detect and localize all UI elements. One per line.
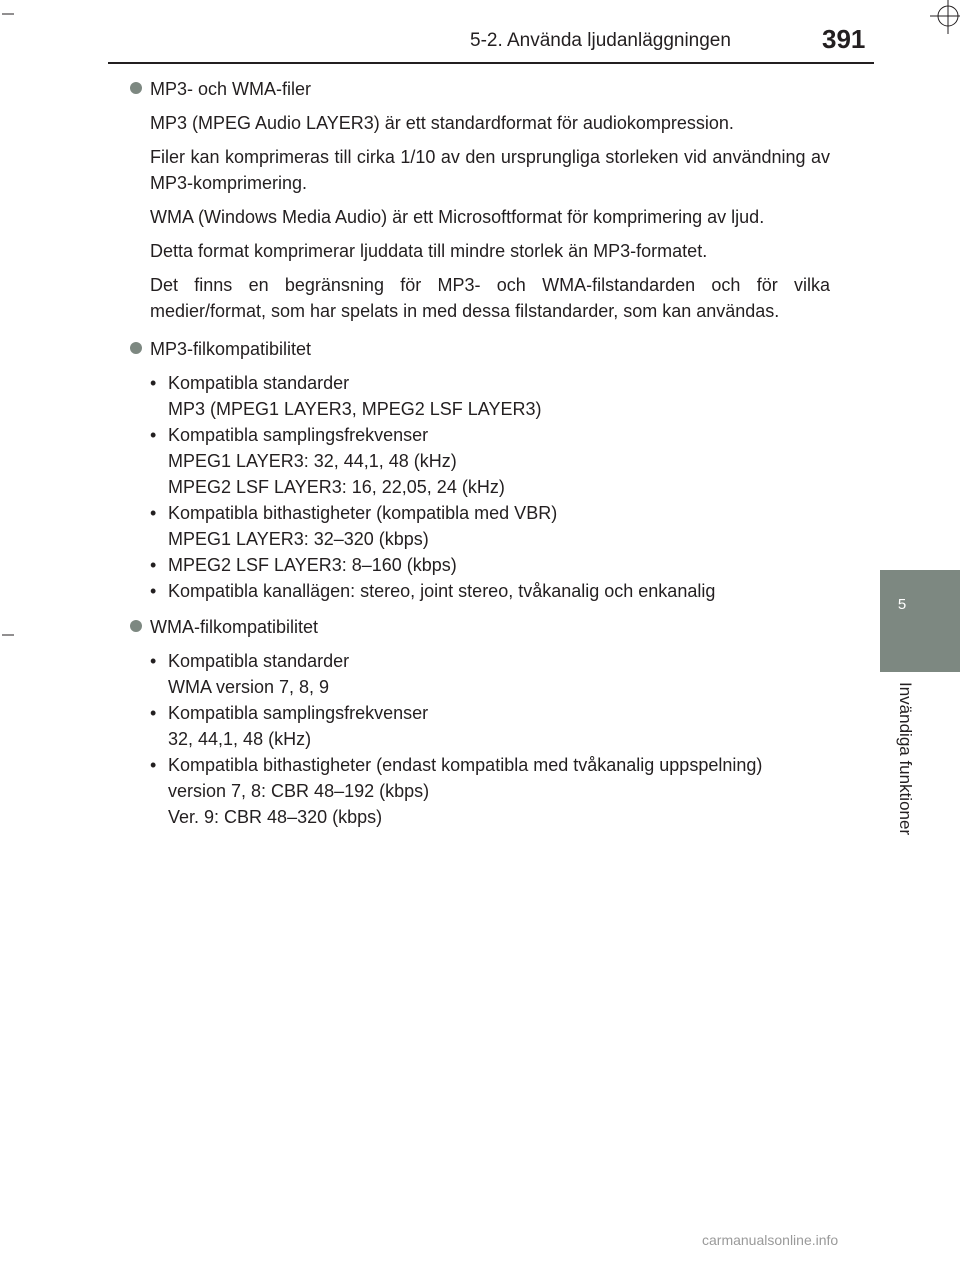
paragraph: Filer kan komprimeras till cirka 1/10 av den ursprungliga storleken vid användning av MP3-komprimering.	[150, 147, 830, 193]
chapter-label: Invändiga funktioner	[896, 682, 915, 836]
section-heading-wma-compat: WMA-filkompatibilitet	[130, 614, 830, 640]
list-item-label: • Kompatibla bithastigheter (kompatibla med VBR)	[168, 503, 558, 523]
list-item	[150, 500, 830, 552]
wma-compat-list	[150, 648, 830, 830]
list-item-detail: Ver. 9: CBR 48–320 (kbps)	[168, 807, 383, 827]
page-content	[130, 76, 830, 830]
list-item	[150, 370, 830, 422]
paragraph: MP3 (MPEG Audio LAYER3) är ett standardformat för audiokompression.	[150, 113, 734, 133]
list-item	[150, 752, 830, 830]
watermark-logo: carmanualsonline.info	[702, 1232, 839, 1248]
section-heading-mp3-compat: MP3-filkompatibilitet	[130, 336, 830, 362]
chapter-tab	[880, 570, 960, 672]
list-item	[150, 648, 830, 700]
mp3-compat-list	[150, 370, 830, 604]
list-item-label: • Kompatibla bithastigheter (endast kompatibla med tvåkanalig uppspelning)	[168, 755, 763, 775]
list-item-detail: MPEG1 LAYER3: 32–320 (kbps)	[168, 529, 429, 549]
list-item-label: • MPEG2 LSF LAYER3: 8–160 (kbps)	[168, 555, 457, 575]
list-item-detail: MPEG2 LSF LAYER3: 16, 22,05, 24 (kHz)	[168, 477, 505, 497]
list-item	[150, 552, 830, 578]
list-item	[150, 422, 830, 500]
paragraph: WMA (Windows Media Audio) är ett Microsoftformat för komprimering av ljud.	[150, 207, 765, 227]
chapter-number: 5	[897, 596, 907, 613]
list-item	[150, 578, 830, 604]
paragraph: Detta format komprimerar ljuddata till mindre storlek än MP3-formatet.	[150, 241, 708, 261]
running-header: 5-2. Använda ljudanläggningen	[470, 30, 731, 51]
list-item-label: • Kompatibla samplingsfrekvenser	[168, 703, 429, 723]
list-item-detail: MPEG1 LAYER3: 32, 44,1, 48 (kHz)	[168, 451, 457, 471]
list-item-label: • Kompatibla standarder	[168, 651, 350, 671]
list-item-label: • Kompatibla kanallägen: stereo, joint stereo, tvåkanalig och enkanalig	[168, 581, 716, 601]
header-rule	[108, 62, 874, 64]
list-item-label: • Kompatibla samplingsfrekvenser	[168, 425, 429, 445]
list-item	[150, 700, 830, 752]
section-heading-mp3-wma: MP3- och WMA-filer	[130, 76, 830, 102]
paragraph: Det finns en begränsning för MP3- och WMA-filstandarden och för vilka medier/format, som har spelats in med dessa filstandarder, som kan användas.	[150, 275, 830, 321]
list-item-label: • Kompatibla standarder	[168, 373, 350, 393]
list-item-detail: 32, 44,1, 48 (kHz)	[168, 729, 312, 749]
page-number: 391	[822, 24, 866, 54]
list-item-detail: WMA version 7, 8, 9	[168, 677, 330, 697]
list-item-detail: version 7, 8: CBR 48–192 (kbps)	[168, 781, 430, 801]
list-item-detail: MP3 (MPEG1 LAYER3, MPEG2 LSF LAYER3)	[168, 399, 542, 419]
